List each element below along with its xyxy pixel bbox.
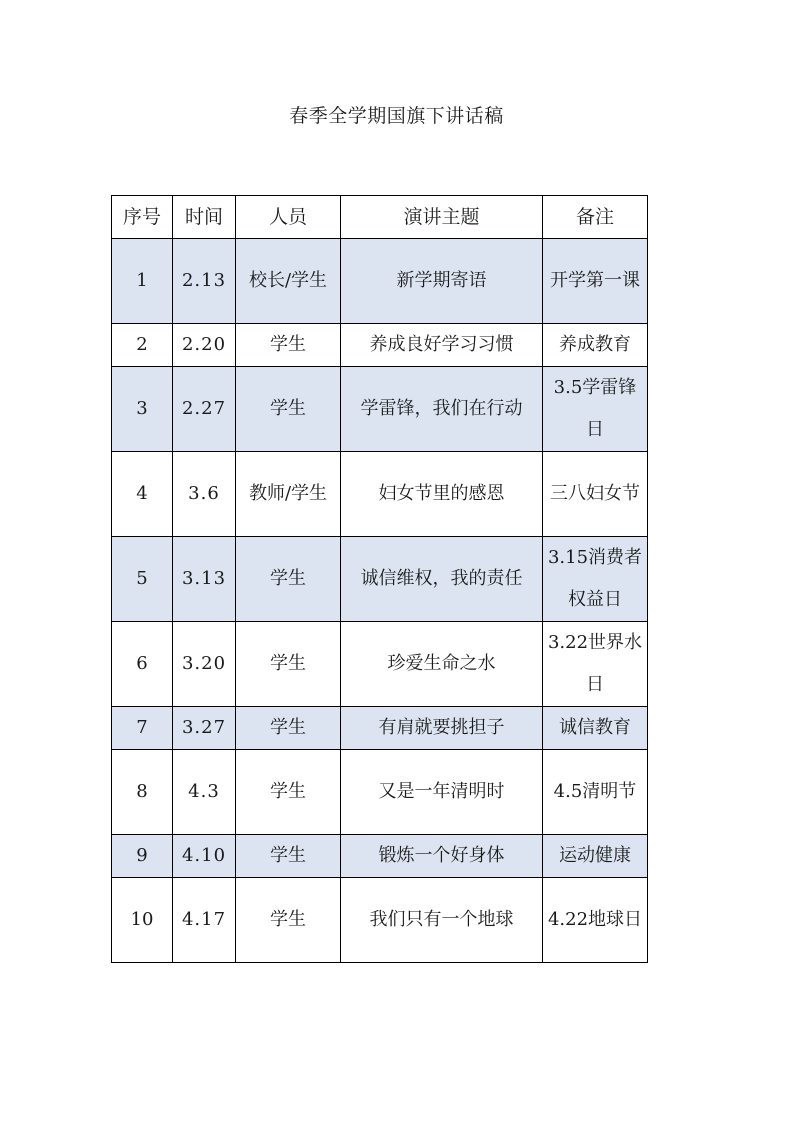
cell-seq: 5 [112, 537, 173, 622]
cell-seq: 10 [112, 878, 173, 963]
cell-person: 校长/学生 [236, 239, 341, 324]
cell-seq: 7 [112, 707, 173, 750]
cell-topic: 养成良好学习习惯 [341, 324, 543, 367]
cell-person: 学生 [236, 537, 341, 622]
cell-note: 3.5学雷锋日 [543, 367, 648, 452]
cell-time: 3.13 [173, 537, 236, 622]
header-time: 时间 [173, 196, 236, 239]
cell-note: 4.5清明节 [543, 750, 648, 835]
cell-topic: 有肩就要挑担子 [341, 707, 543, 750]
cell-topic: 又是一年清明时 [341, 750, 543, 835]
cell-note: 养成教育 [543, 324, 648, 367]
table-row [112, 537, 648, 622]
cell-time: 3.27 [173, 707, 236, 750]
cell-time: 4.17 [173, 878, 236, 963]
cell-topic: 新学期寄语 [341, 239, 543, 324]
cell-time: 2.13 [173, 239, 236, 324]
cell-note: 4.22地球日 [543, 878, 648, 963]
table-header-row [112, 196, 648, 239]
page-title: 春季全学期国旗下讲话稿 [289, 105, 504, 127]
cell-note: 运动健康 [543, 835, 648, 878]
cell-note: 三八妇女节 [543, 452, 648, 537]
header-person: 人员 [236, 196, 341, 239]
cell-seq: 8 [112, 750, 173, 835]
header-note: 备注 [543, 196, 648, 239]
cell-topic: 学雷锋，我们在行动 [341, 367, 543, 452]
header-seq: 序号 [112, 196, 173, 239]
cell-time: 2.27 [173, 367, 236, 452]
speech-schedule-table [111, 195, 648, 963]
table-row [112, 452, 648, 537]
cell-person: 学生 [236, 707, 341, 750]
cell-seq: 6 [112, 622, 173, 707]
cell-topic: 锻炼一个好身体 [341, 835, 543, 878]
cell-person: 学生 [236, 835, 341, 878]
cell-topic: 珍爱生命之水 [341, 622, 543, 707]
cell-time: 4.3 [173, 750, 236, 835]
table-row [112, 835, 648, 878]
cell-seq: 2 [112, 324, 173, 367]
cell-note: 3.15消费者权益日 [543, 537, 648, 622]
table-row [112, 750, 648, 835]
table-row [112, 367, 648, 452]
table-row [112, 707, 648, 750]
header-topic: 演讲主题 [341, 196, 543, 239]
cell-seq: 9 [112, 835, 173, 878]
cell-note: 诚信教育 [543, 707, 648, 750]
cell-seq: 3 [112, 367, 173, 452]
cell-person: 学生 [236, 367, 341, 452]
cell-seq: 4 [112, 452, 173, 537]
cell-topic: 诚信维权，我的责任 [341, 537, 543, 622]
table-row [112, 622, 648, 707]
cell-note: 3.22世界水日 [543, 622, 648, 707]
cell-seq: 1 [112, 239, 173, 324]
cell-person: 教师/学生 [236, 452, 341, 537]
table-row [112, 324, 648, 367]
cell-time: 3.20 [173, 622, 236, 707]
cell-time: 4.10 [173, 835, 236, 878]
cell-time: 2.20 [173, 324, 236, 367]
cell-note: 开学第一课 [543, 239, 648, 324]
cell-person: 学生 [236, 878, 341, 963]
cell-topic: 我们只有一个地球 [341, 878, 543, 963]
cell-time: 3.6 [173, 452, 236, 537]
cell-topic: 妇女节里的感恩 [341, 452, 543, 537]
cell-person: 学生 [236, 622, 341, 707]
cell-person: 学生 [236, 750, 341, 835]
cell-person: 学生 [236, 324, 341, 367]
table-row [112, 878, 648, 963]
table-row [112, 239, 648, 324]
